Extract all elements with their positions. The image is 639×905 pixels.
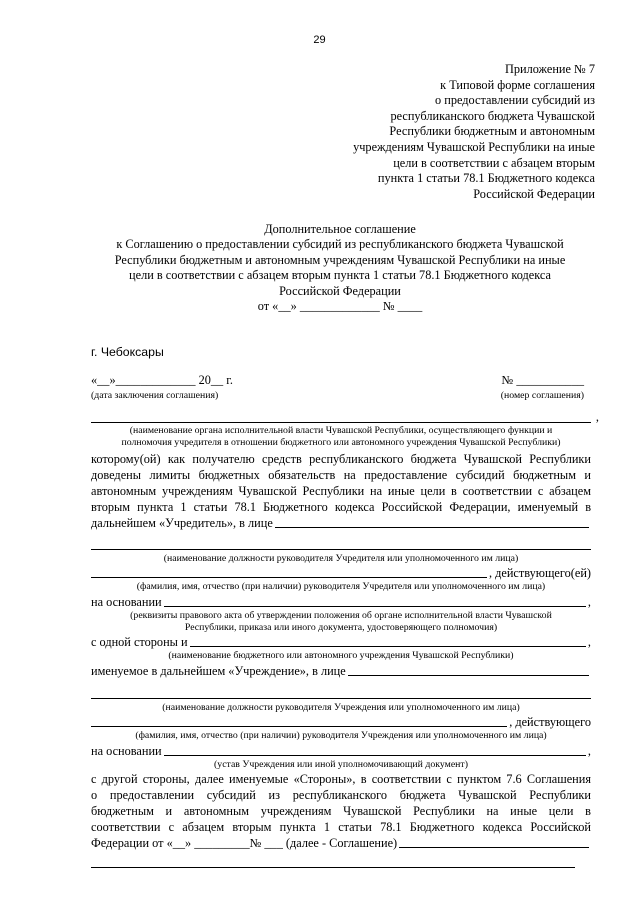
institution-name-field[interactable] <box>190 634 586 647</box>
one-side-trailing-comma: , <box>587 635 591 650</box>
para2-line: бюджетным и автономным учреждениям Чувашской Республики на иные цели в <box>91 804 591 819</box>
basis-field[interactable] <box>164 594 586 607</box>
appendix-line: республиканского бюджета Чувашской <box>390 108 595 123</box>
founder-head-caption: (наименование должности руководителя Учредителя или уполномоченного им лица) <box>163 552 519 564</box>
founder-row <box>91 515 591 531</box>
title-line: Российской Федерации <box>279 283 401 298</box>
appendix-line: Приложение № 7 <box>504 62 595 76</box>
basis2-label: на основании <box>91 743 162 758</box>
one-side-row <box>91 634 591 650</box>
agreement-date-field[interactable]: «__»_____________ 20__ г. <box>91 373 233 387</box>
basis-trailing-comma: , <box>587 594 591 609</box>
basis2-trailing-comma: , <box>587 743 591 758</box>
acting-label: , действующего(ей) <box>488 566 591 581</box>
appendix-line: цели в соответствии с абзацем вторым <box>393 155 595 170</box>
title-line: к Соглашению о предоставлении субсидий из республиканского бюджета Чувашской <box>116 237 564 252</box>
para1-line: автономным учреждениям Чувашской Республики на иные цели в соответствии с абзацем <box>91 483 591 498</box>
basis-label: на основании <box>91 594 162 609</box>
organ-caption: полномочия учредителя в отношении бюджетного или автономного учреждения Чувашской Республики) <box>121 437 561 449</box>
institution-representative-field[interactable] <box>348 663 589 676</box>
institution-fio-row <box>91 714 591 730</box>
para1-line: доведены лимиты бюджетных обязательств на предоставление субсидий бюджетным и <box>91 467 591 482</box>
founder-fio-row <box>91 565 591 581</box>
founder-fio-field[interactable] <box>91 565 487 578</box>
basis2-caption: (устав Учреждения или иной уполномочивающий документ) <box>214 758 468 770</box>
hereinafter-label: именуемое в дальнейшем «Учреждение», в лице <box>91 663 346 678</box>
agreement-number-field[interactable]: № ___________ <box>501 373 584 387</box>
founder-head-position-field[interactable] <box>91 535 591 550</box>
para2-line: с другой стороны, далее именуемые «Стороны», в соответствии с пунктом 7.6 Соглашения <box>91 772 591 787</box>
founder-representative-field[interactable] <box>275 515 589 528</box>
date-caption: (дата заключения соглашения) <box>91 390 219 401</box>
appendix-line: к Типовой форме соглашения <box>440 77 595 92</box>
appendix-line: пункта 1 статьи 78.1 Бюджетного кодекса <box>377 171 595 186</box>
institution-head-caption: (наименование должности руководителя Учреждения или уполномоченного им лица) <box>162 701 520 713</box>
founder-label: дальнейшем «Учредитель», в лице <box>91 515 273 530</box>
city: г. Чебоксары <box>91 345 164 359</box>
acting-label-2: , действующего <box>509 715 591 730</box>
para2-trailing-field[interactable] <box>399 835 589 848</box>
para1-line: которому(ой) как получателю средств республиканского бюджета Чувашской Республики <box>91 451 591 466</box>
basis-caption: (реквизиты правового акта об утверждении положения об органе исполнительной власти Чувашской <box>130 609 552 621</box>
appendix-line: Российской Федерации <box>473 186 595 201</box>
agreement-body <box>91 408 599 868</box>
para2-line: соответствии с абзацем вторым пункта 1 статьи 78.1 Бюджетного кодекса Российской <box>91 820 591 835</box>
para2-line: о предоставлении субсидий из республиканского бюджета Чувашской Республики <box>91 788 591 803</box>
basis2-field[interactable] <box>164 743 586 756</box>
one-side-label: с одной стороны и <box>91 635 188 650</box>
document-title <box>70 222 610 314</box>
title-date-number: от «__» _____________ № ____ <box>257 299 423 314</box>
page-number: 29 <box>313 34 326 46</box>
basis-caption: Республики, приказа или иного документа, удостоверяющего полномочия) <box>184 622 498 634</box>
para2-last-row <box>91 835 591 851</box>
para2-last-line: Федерации от «__» _________№ ___ (далее - Соглашение) <box>91 836 398 851</box>
hereinafter-row <box>91 663 591 679</box>
organ-caption: (наименование органа исполнительной власти Чувашской Республики, осуществляющего функции и <box>129 425 553 436</box>
founder-fio-caption: (фамилия, имя, отчество (при наличии) руководителя Учредителя или уполномоченного им лица) <box>136 581 546 593</box>
organ-trailing-comma: , <box>595 410 599 424</box>
appendix-header <box>295 62 595 202</box>
institution-fio-field[interactable] <box>91 714 507 727</box>
appendix-line: о предоставлении субсидий из <box>435 93 595 108</box>
title-line: Дополнительное соглашение <box>264 222 416 236</box>
institution-head-position-field[interactable] <box>91 684 591 699</box>
basis2-row <box>91 743 591 759</box>
title-line: Республики бюджетным и автономным учреждениям Чувашской Республики на иные <box>114 252 566 267</box>
institution-fio-caption: (фамилия, имя, отчество (при наличии) руководителя Учреждения или уполномоченного им лица) <box>135 730 547 742</box>
trailing-blank-line[interactable] <box>91 853 575 868</box>
appendix-line: Республики бюджетным и автономным <box>389 124 595 139</box>
basis-row <box>91 594 591 610</box>
organ-name-field[interactable] <box>91 408 599 424</box>
appendix-line: учреждениям Чувашской Республики на иные <box>353 139 595 154</box>
para1-line: вторым пункта 1 статьи 78.1 Бюджетного кодекса Российской Федерации, именуемый в <box>91 499 591 514</box>
title-line: цели в соответствии с абзацем вторым пункта 1 статьи 78.1 Бюджетного кодекса <box>129 268 551 283</box>
number-caption: (номер соглашения) <box>500 390 584 401</box>
institution-caption: (наименование бюджетного или автономного учреждения Чувашской Республики) <box>168 650 514 662</box>
